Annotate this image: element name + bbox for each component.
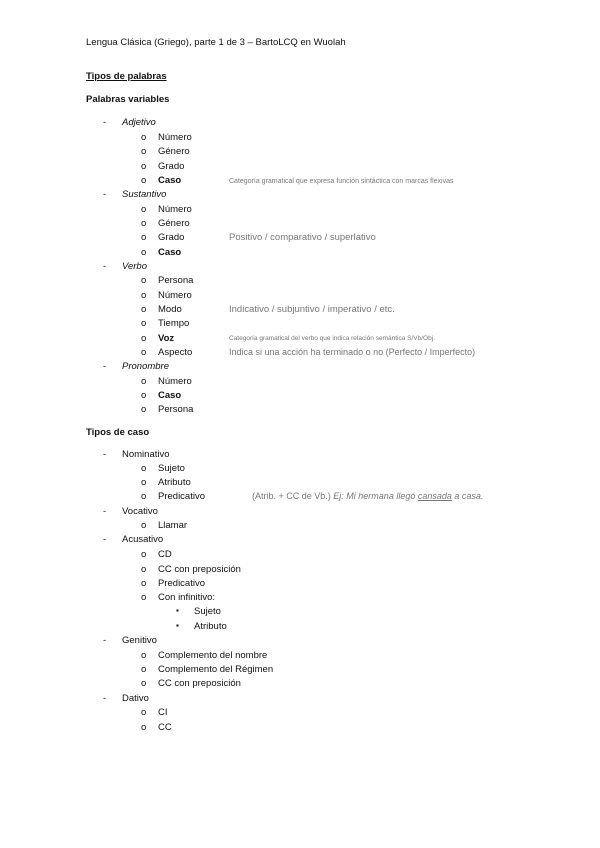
list-item: Complemento del nombre — [158, 650, 268, 661]
list-bullet: o — [141, 664, 147, 675]
list-item: Atributo — [158, 477, 191, 488]
list-item: Número — [158, 132, 192, 143]
list-bullet: o — [141, 477, 147, 488]
list-item: Con infinitivo: — [158, 592, 216, 603]
list-bullet: o — [141, 549, 147, 560]
list-bullet: o — [141, 146, 147, 157]
list-item: Llamar — [158, 520, 188, 531]
list-item: Voz — [158, 333, 175, 344]
list-bullet: o — [141, 275, 147, 286]
list-item: Caso — [158, 247, 182, 258]
note-predicativo-example-end: a casa. — [454, 491, 484, 501]
list-bullet: o — [141, 204, 147, 215]
list-bullet: o — [141, 650, 147, 661]
list-bullet: o — [141, 578, 147, 589]
list-bullet: o — [141, 404, 147, 415]
list-bullet: o — [141, 707, 147, 718]
list-item: Caso — [158, 390, 182, 401]
list-item: CD — [158, 549, 172, 560]
list-dash: - — [103, 189, 107, 200]
list-subitem: Atributo — [194, 621, 227, 632]
list-dash: - — [103, 117, 107, 128]
list-item: Aspecto — [158, 347, 193, 358]
list-bullet: o — [141, 161, 147, 172]
list-item: Grado — [158, 161, 185, 172]
list-bullet: o — [141, 218, 147, 229]
section-title-tipos-de-palabras: Tipos de palabras — [86, 71, 167, 82]
list-item: Predicativo — [158, 578, 205, 589]
list-bullet: o — [141, 722, 147, 733]
list-square-bullet: ▪ — [176, 606, 179, 615]
list-item: Número — [158, 290, 192, 301]
list-dash: - — [103, 449, 107, 460]
list-bullet: o — [141, 592, 147, 603]
list-item-pronombre: Pronombre — [122, 361, 169, 372]
list-dash: - — [103, 361, 107, 372]
list-item: Género — [158, 146, 190, 157]
note-voz: Categoría gramatical del verbo que indica relación semántica S/Vb/Obj. — [229, 335, 435, 342]
list-item: Número — [158, 376, 192, 387]
list-item: CC con preposición — [158, 678, 241, 689]
list-item: Predicativo — [158, 491, 205, 502]
note-modo: Indicativo / subjuntivo / imperativo / etc. — [229, 304, 395, 315]
section-title-tipos-de-caso: Tipos de caso — [86, 427, 150, 438]
note-grado: Positivo / comparativo / superlativo — [229, 232, 376, 243]
list-item: Persona — [158, 275, 194, 286]
list-square-bullet: ▪ — [176, 621, 179, 630]
list-dash: - — [103, 635, 107, 646]
list-item: CI — [158, 707, 168, 718]
list-item: Caso — [158, 175, 182, 186]
list-bullet: o — [141, 376, 147, 387]
note-predicativo — [252, 492, 483, 501]
list-item: CC con preposición — [158, 564, 241, 575]
list-bullet: o — [141, 564, 147, 575]
list-item: Modo — [158, 304, 182, 315]
list-item-verbo: Verbo — [122, 261, 147, 272]
list-dash: - — [103, 261, 107, 272]
note-aspecto: Indica si una acción ha terminado o no (Perfecto / Imperfecto) — [229, 347, 476, 357]
list-bullet: o — [141, 678, 147, 689]
note-predicativo-example: Ej: Mi hermana llegó — [333, 491, 416, 501]
list-item-acusativo: Acusativo — [122, 534, 164, 545]
list-item-adjetivo: Adjetivo — [122, 117, 156, 128]
list-item: Tiempo — [158, 318, 190, 329]
note-predicativo-prefix: (Atrib. + CC de Vb.) — [252, 491, 331, 501]
list-item: CC — [158, 722, 172, 733]
list-bullet: o — [141, 232, 147, 243]
section-subtitle-palabras-variables: Palabras variables — [86, 94, 170, 105]
list-dash: - — [103, 506, 107, 517]
list-subitem: Sujeto — [194, 606, 221, 617]
list-bullet: o — [141, 304, 147, 315]
list-bullet: o — [141, 347, 147, 358]
list-bullet: o — [141, 175, 147, 186]
list-dash: - — [103, 693, 107, 704]
list-item-vocativo: Vocativo — [122, 506, 158, 517]
list-bullet: o — [141, 520, 147, 531]
list-bullet: o — [141, 390, 147, 401]
list-bullet: o — [141, 491, 147, 502]
document-header: Lengua Clásica (Griego), parte 1 de 3 – BartoLCQ en Wuolah — [86, 37, 346, 48]
list-item-sustantivo: Sustantivo — [122, 189, 167, 200]
note-predicativo-underlined: cansada — [417, 491, 452, 501]
list-bullet: o — [141, 333, 147, 344]
list-bullet: o — [141, 290, 147, 301]
list-item-nominativo: Nominativo — [122, 449, 170, 460]
note-caso-definition: Categoría gramatical que expresa función sintáctica con marcas flexivas — [229, 178, 454, 185]
list-bullet: o — [141, 463, 147, 474]
list-item: Número — [158, 204, 192, 215]
list-item-genitivo: Genitivo — [122, 635, 157, 646]
list-item: Persona — [158, 404, 194, 415]
list-item-dativo: Dativo — [122, 693, 149, 704]
list-bullet: o — [141, 247, 147, 258]
list-item: Complemento del Régimen — [158, 664, 274, 675]
list-item: Grado — [158, 232, 185, 243]
list-bullet: o — [141, 132, 147, 143]
list-dash: - — [103, 534, 107, 545]
list-bullet: o — [141, 318, 147, 329]
list-item: Género — [158, 218, 190, 229]
list-item: Sujeto — [158, 463, 185, 474]
